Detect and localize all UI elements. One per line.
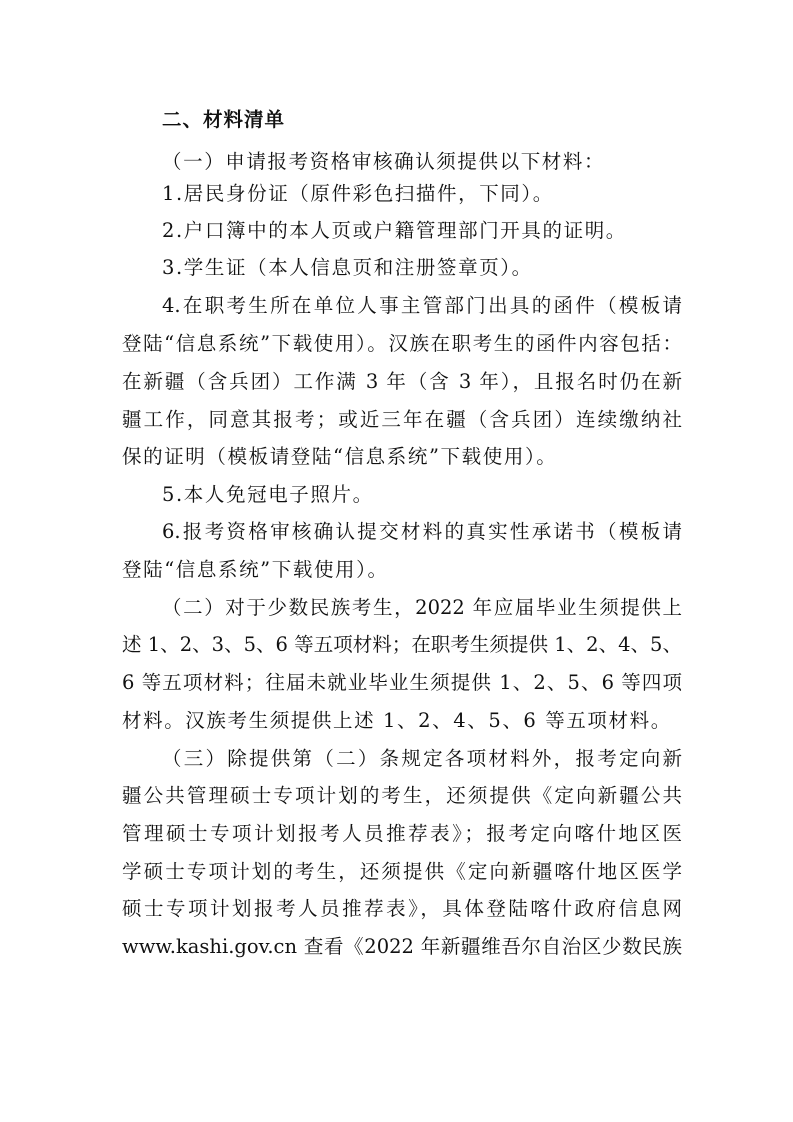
paragraph-line: 材料。汉族考生须提供上述 1、2、4、5、6 等五项材料。	[122, 709, 672, 732]
paragraph-line: 疆公共管理硕士专项计划的考生，还须提供《定向新疆公共	[122, 784, 682, 807]
paragraph-line: 4.在职考生所在单位人事主管部门出具的函件（模板请	[162, 294, 682, 317]
section-heading: 二、材料清单	[162, 108, 286, 131]
paragraph-line: 学硕士专项计划的考生，还须提供《定向新疆喀什地区医学	[122, 860, 682, 883]
paragraph-line: 2.户口簿中的本人页或户籍管理部门开具的证明。	[162, 219, 627, 242]
paragraph-line: （二）对于少数民族考生，2022 年应届毕业生须提供上	[162, 596, 682, 619]
paragraph-line: 保的证明（模板请登陆“信息系统”下载使用）。	[122, 445, 558, 468]
paragraph-line: 述 1、2、3、5、6 等五项材料；在职考生须提供 1、2、4、5、	[122, 633, 682, 656]
paragraph-line: 5.本人免冠电子照片。	[162, 483, 374, 506]
paragraph-line: 6 等五项材料；往届未就业毕业生须提供 1、2、5、6 等四项	[122, 671, 682, 694]
paragraph-line: （三）除提供第（二）条规定各项材料外，报考定向新	[162, 747, 682, 770]
paragraph-line: 6.报考资格审核确认提交材料的真实性承诺书（模板请	[162, 520, 682, 543]
paragraph-line: 登陆“信息系统”下载使用）。汉族在职考生的函件内容包括：	[122, 332, 682, 355]
paragraph-line: 在新疆（含兵团）工作满 3 年（含 3 年），且报名时仍在新	[122, 370, 682, 393]
paragraph-line: 管理硕士专项计划报考人员推荐表》；报考定向喀什地区医	[122, 822, 682, 845]
paragraph-line: 3.学生证（本人信息页和注册签章页）。	[162, 256, 533, 279]
paragraph-line: 登陆“信息系统”下载使用）。	[122, 558, 389, 581]
paragraph-line: 疆工作，同意其报考；或近三年在疆（含兵团）连续缴纳社	[122, 408, 682, 431]
paragraph-line: 硕士专项计划报考人员推荐表》，具体登陆喀什政府信息网	[122, 897, 682, 920]
paragraph-line: （一）申请报考资格审核确认须提供以下材料：	[162, 150, 606, 173]
paragraph-line: www.kashi.gov.cn 查看《2022 年新疆维吾尔自治区少数民族	[122, 935, 682, 958]
paragraph-line: 1.居民身份证（原件彩色扫描件，下同）。	[162, 182, 554, 205]
